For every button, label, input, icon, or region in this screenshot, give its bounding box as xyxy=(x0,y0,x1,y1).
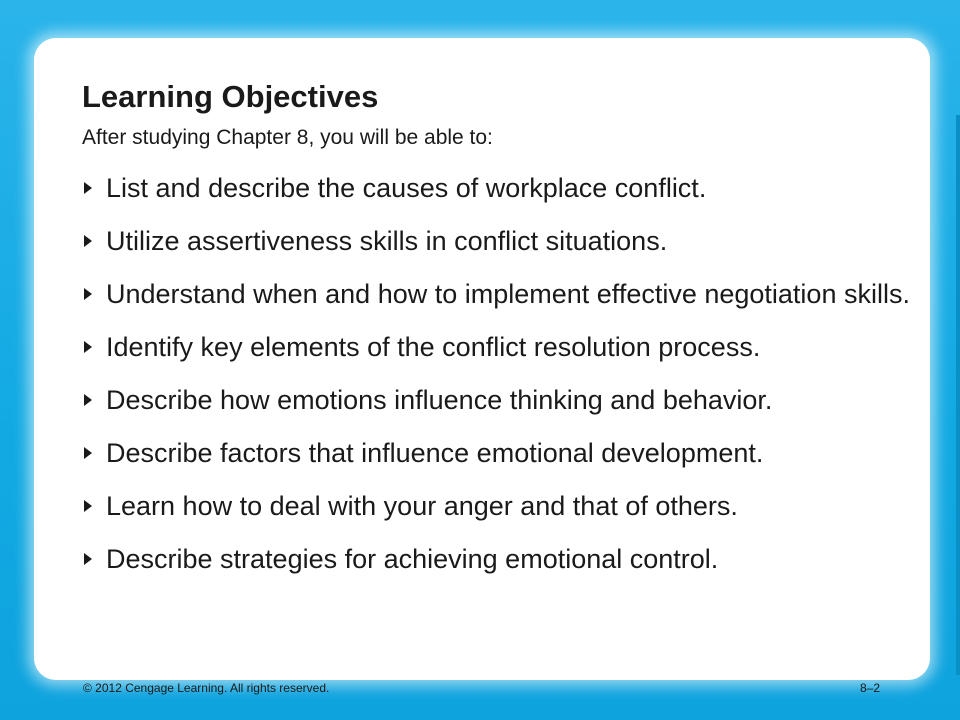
objective-text: List and describe the causes of workplace conflict. xyxy=(106,173,707,203)
page-number: 8–2 xyxy=(859,681,880,695)
bullet-icon xyxy=(84,447,92,459)
objective-item xyxy=(84,276,914,313)
objectives-list xyxy=(84,170,914,594)
objective-item xyxy=(84,170,914,207)
footer-copyright: © 2012 Cengage Learning. All rights reserved. xyxy=(83,681,330,695)
bullet-icon xyxy=(84,235,92,247)
bullet-icon xyxy=(84,341,92,353)
objective-text: Describe how emotions influence thinking and behavior. xyxy=(106,385,773,415)
bullet-icon xyxy=(84,553,92,565)
objective-item xyxy=(84,488,914,525)
bullet-icon xyxy=(84,288,92,300)
objective-item xyxy=(84,435,914,472)
slide-title: Learning Objectives xyxy=(82,79,379,114)
objective-item xyxy=(84,541,914,578)
objective-text: Learn how to deal with your anger and that of others. xyxy=(106,491,738,521)
bullet-icon xyxy=(84,394,92,406)
slide-edge-shade xyxy=(956,115,960,675)
bullet-icon xyxy=(84,500,92,512)
objective-item xyxy=(84,382,914,419)
objective-item xyxy=(84,223,914,260)
objective-text: Understand when and how to implement effective negotiation skills. xyxy=(106,279,910,309)
slide-subtitle: After studying Chapter 8, you will be able to: xyxy=(82,126,493,149)
objective-text: Describe strategies for achieving emotional control. xyxy=(106,544,719,574)
objective-item xyxy=(84,329,914,366)
objective-text: Identify key elements of the conflict resolution process. xyxy=(106,332,761,362)
objective-text: Utilize assertiveness skills in conflict situations. xyxy=(106,226,668,256)
bullet-icon xyxy=(84,182,92,194)
objective-text: Describe factors that influence emotional development. xyxy=(106,438,764,468)
